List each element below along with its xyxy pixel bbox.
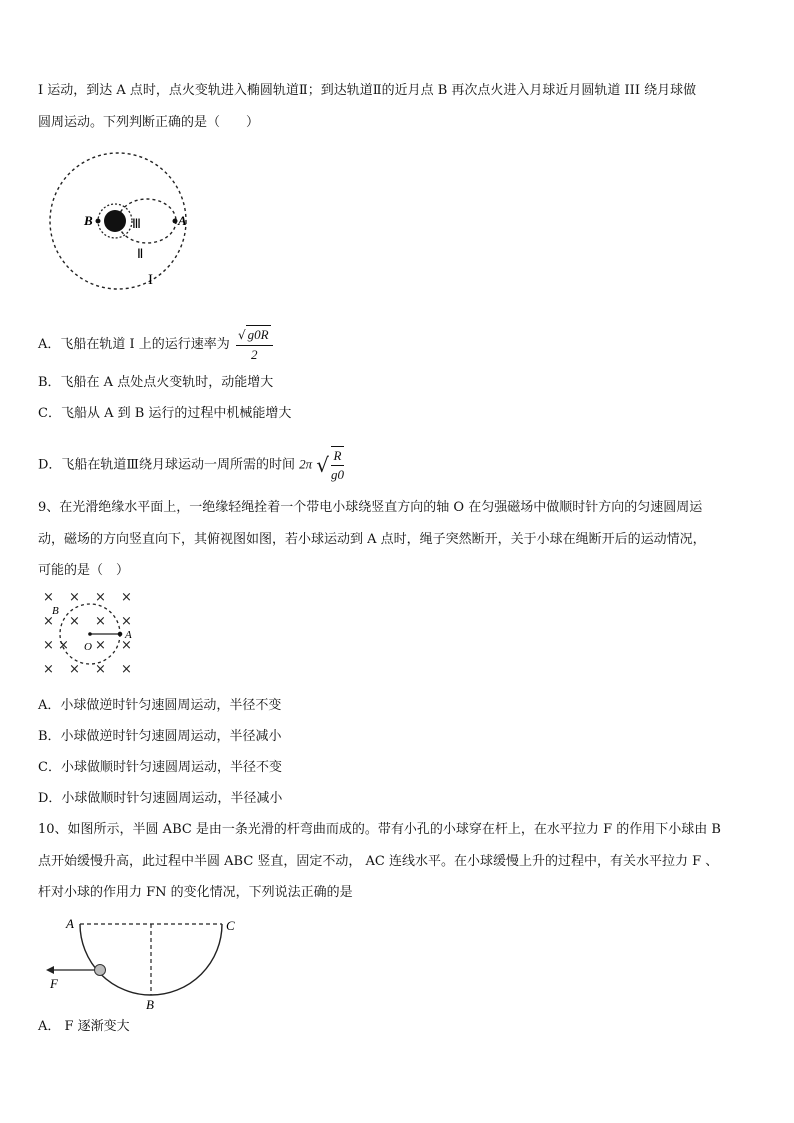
q9-option-d: D．小球做顺时针匀速圆周运动，半径减小: [38, 791, 283, 806]
svg-text:×: ×: [95, 662, 106, 677]
label-B: B: [146, 997, 154, 1012]
label-III: Ⅲ: [132, 216, 141, 231]
q10-stem-line1: 10、如图所示，半圆 ABC 是由一条光滑的杆弯曲而成的。带有小孔的小球穿在杆上，在水平拉力 F 的作用下小球由 B: [38, 822, 721, 837]
svg-text:×: ×: [43, 590, 54, 605]
label-A: A: [178, 213, 187, 228]
label-A: A: [66, 916, 74, 931]
label-C: C: [226, 918, 235, 933]
q8-option-d-denominator: g0: [331, 467, 345, 482]
q8-option-d-coef: 2π: [299, 456, 313, 472]
q9-option-b: B．小球做逆时针匀速圆周运动，半径减小: [38, 729, 282, 744]
q8-option-a-fraction: $\frac{√ g0R}{2}$: [236, 325, 273, 364]
svg-text:×: ×: [58, 638, 69, 653]
q8-option-b: B．飞船在 A 点处点火变轨时，动能增大: [38, 375, 274, 390]
ball-A-dot: [118, 632, 123, 637]
label-II: Ⅱ: [137, 246, 144, 261]
svg-text:×: ×: [43, 638, 54, 653]
svg-text:×: ×: [69, 614, 80, 629]
svg-text:×: ×: [69, 590, 80, 605]
q9-option-c: C．小球做顺时针匀速圆周运动，半径不变: [38, 760, 282, 775]
svg-text:×: ×: [95, 638, 106, 653]
q8-stem-line2: 圆周运动。下列判断正确的是（ ）: [38, 115, 260, 130]
q8-option-c: C．飞船从 A 到 B 运行的过程中机械能增大: [38, 406, 292, 421]
q9-stem-line3: 可能的是（ ）: [38, 563, 130, 578]
label-B: B: [52, 605, 59, 617]
q8-option-d-fraction: [331, 446, 344, 484]
q10-stem-line2: 点开始缓慢升高，此过程中半圆 ABC 竖直，固定不动， AC 连线水平。在小球缓慢上升的过程中，有关水平拉力 F 、: [38, 854, 719, 869]
svg-text:×: ×: [95, 590, 106, 605]
label-F: F: [50, 976, 58, 991]
point-B-dot: [96, 219, 101, 224]
q9-stem-line2: 动，磁场的方向竖直向下，其俯视图如图，若小球运动到 A 点时，绳子突然断开，关于小球在绳断开后的运动情况，: [38, 532, 706, 547]
q8-option-d-numerator: R: [331, 447, 344, 466]
svg-text:×: ×: [69, 662, 80, 677]
orbit-II-ellipse: [118, 199, 176, 243]
q10-semicircle-figure: [40, 912, 250, 1012]
moon-body: [104, 210, 126, 232]
svg-text:×: ×: [95, 614, 106, 629]
q8-option-d-text: D．飞船在轨道Ⅲ绕月球运动一周所需的时间: [38, 457, 295, 473]
svg-text:×: ×: [121, 638, 132, 653]
svg-text:×: ×: [121, 662, 132, 677]
label-B: B: [84, 213, 93, 228]
q8-option-a: [38, 325, 273, 364]
point-A-dot: [173, 219, 178, 224]
label-A: A: [125, 629, 132, 641]
q8-option-d: D．飞船在轨道Ⅲ绕月球运动一周所需的时间 2π √ $\frac{R}{g0}$: [38, 448, 345, 482]
q8-option-a-numerator: g0R: [247, 327, 269, 342]
ball: [95, 965, 106, 976]
svg-text:×: ×: [121, 590, 132, 605]
svg-text:×: ×: [121, 614, 132, 629]
q8-option-a-text: A．飞船在轨道 I 上的运行速率为: [38, 337, 230, 352]
svg-text:×: ×: [43, 614, 54, 629]
label-O: O: [84, 641, 92, 653]
label-I: I: [148, 272, 153, 288]
force-F-arrowhead: [46, 966, 54, 974]
q9-magnetic-field-figure: [40, 585, 150, 685]
q10-option-a: A． F 逐渐变大: [38, 1019, 130, 1034]
q9-stem-line1: 9、在光滑绝缘水平面上，一绝缘轻绳拴着一个带电小球绕竖直方向的轴 O 在匀强磁场中做顺时针方向的匀速圆周运: [38, 500, 703, 515]
center-O-dot: [88, 632, 92, 636]
q8-stem-line1: I 运动，到达 A 点时，点火变轨进入椭圆轨道Ⅱ；到达轨道Ⅱ的近月点 B 再次点火进入月球近月圆轨道 III 绕月球做: [38, 83, 697, 98]
q8-orbit-figure: [40, 150, 210, 290]
q10-stem-line3: 杆对小球的作用力 FN 的变化情况，下列说法正确的是: [38, 885, 353, 900]
q9-option-a: A．小球做逆时针匀速圆周运动，半径不变: [38, 698, 282, 713]
q8-option-a-denominator: 2: [250, 347, 258, 362]
svg-text:×: ×: [43, 662, 54, 677]
